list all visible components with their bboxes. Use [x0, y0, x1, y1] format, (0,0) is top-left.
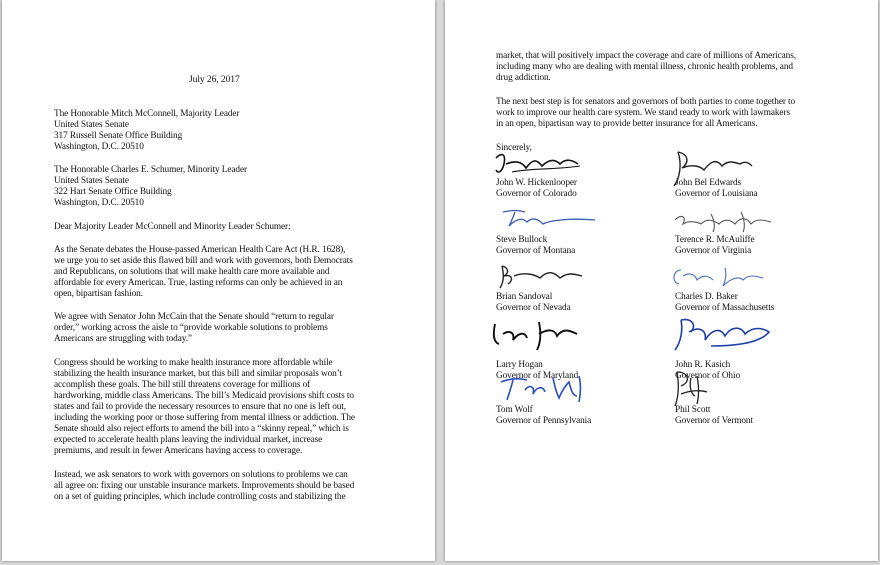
signatory-name: John W. Hickenlooper	[496, 178, 577, 188]
signatory-title: Governor of Pennsylvania	[496, 416, 592, 426]
letter-page-1	[2, 0, 435, 561]
paragraph-2-line: Americans are struggling with today.”	[54, 334, 192, 344]
salutation: Dear Majority Leader McConnell and Minority Leader Schumer:	[54, 222, 291, 232]
paragraph-1-line: As the Senate debates the House-passed American Health Care Act (H.R. 1628),	[54, 245, 346, 255]
signatory-title: Governor of Nevada	[496, 303, 571, 313]
closing: Sincerely,	[496, 143, 532, 153]
signatory-name: John Bel Edwards	[675, 178, 742, 188]
signature-hickenlooper	[492, 150, 584, 180]
signature-scott	[669, 368, 709, 410]
signatory-name: Steve Bullock	[496, 235, 548, 245]
paragraph-6-line: The next best step is for senators and governors of both parties to come together to	[496, 97, 796, 107]
paragraph-6-line: work to improve our health care system. We stand ready to work with lawmakers	[496, 108, 790, 118]
addressee-1-line: 317 Russell Senate Office Building	[54, 131, 183, 141]
addressee-1-line: The Honorable Mitch McConnell, Majority Leader	[54, 109, 240, 119]
paragraph-1-line: we urge you to set aside this flawed bill and work with governors, both Democrats	[54, 256, 353, 266]
signature-hogan	[489, 318, 581, 352]
paragraph-3-line: Congress should be working to make health insurance more affordable while	[54, 358, 333, 368]
addressee-2-line: 322 Hart Senate Office Building	[54, 187, 172, 197]
paragraph-1-line: open, bipartisan fashion.	[54, 289, 143, 299]
signatory-title: Governor of Colorado	[496, 189, 577, 199]
signature-bullock	[501, 206, 597, 230]
signatory-title: Governor of Vermont	[675, 416, 753, 426]
signatory-name: Phil Scott	[675, 405, 711, 415]
addressee-2-line: The Honorable Charles E. Schumer, Minority Leader	[54, 165, 247, 175]
paragraph-3-line: premiums, and result in fewer Americans having access to coverage.	[54, 446, 303, 456]
paragraph-4-line: Instead, we ask senators to work with governors on solutions to problems we can	[54, 470, 348, 480]
signatory-name: Tom Wolf	[496, 405, 533, 415]
signatory-name: Larry Hogan	[496, 360, 543, 370]
signature-sandoval	[494, 262, 584, 290]
paragraph-5-line: market, that will positively impact the coverage and care of millions of Americans,	[496, 51, 796, 61]
signature-mcauliffe	[671, 210, 775, 234]
letter-date: July 26, 2017	[189, 74, 240, 85]
signatory-name: Brian Sandoval	[496, 292, 553, 302]
paragraph-3-line: states and fail to provide the necessary resources to ensure that no one is left out,	[54, 402, 347, 412]
signatory-title: Governor of Louisiana	[675, 189, 758, 199]
paragraph-5-line: drug addiction.	[496, 73, 551, 83]
addressee-1-line: Washington, D.C. 20510	[54, 142, 144, 152]
paragraph-3-line: Senate should also reject efforts to amend the bill into a “skinny repeal,” which is	[54, 424, 349, 434]
signatory-title: Governor of Massachusetts	[675, 303, 775, 313]
paragraph-3-line: stabilizing the health insurance market, but this bill and similar proposals won’t	[54, 369, 343, 379]
letter-page-2	[445, 0, 878, 561]
paragraph-4-line: all agree on: fixing our unstable insurance markets. Improvements should be based	[54, 481, 355, 491]
paragraph-3-line: hardworking, middle class Americans. The bill’s Medicaid provisions shift costs to	[54, 391, 354, 401]
addressee-2-line: United States Senate	[54, 176, 129, 186]
addressee-2-line: Washington, D.C. 20510	[54, 198, 144, 208]
signature-wolf	[499, 372, 585, 406]
paragraph-2-line: We agree with Senator John McCain that the Senate should “return to regular	[54, 312, 334, 322]
paragraph-4-line: on a set of guiding principles, which include controlling costs and stabilizing the	[54, 492, 346, 502]
paragraph-3-line: expected to accelerate health plans leaving the individual market, increase	[54, 435, 323, 445]
signatory-title: Governor of Montana	[496, 246, 576, 256]
signatory-title: Governor of Ohio	[675, 371, 741, 381]
signatory-name: Charles D. Baker	[675, 292, 738, 302]
signatory-title: Governor of Virginia	[675, 246, 752, 256]
paragraph-1-line: and Republicans, on solutions that will make health care more available and	[54, 267, 330, 277]
paragraph-2-line: order,” working across the aisle to “provide workable solutions to problems	[54, 323, 328, 333]
signatory-name: Terence R. McAuliffe	[675, 235, 755, 245]
paragraph-5-line: including many who are dealing with mental illness, chronic health problems, and	[496, 62, 793, 72]
paragraph-1-line: affordable for every American. True, lasting reforms can only be achieved in an	[54, 278, 343, 288]
paragraph-3-line: accomplish these goals. The bill still threatens coverage for millions of	[54, 380, 311, 390]
paragraph-6-line: in an open, bipartisan way to provide better insurance for all Americans.	[496, 119, 758, 129]
paragraph-3-line: including the working poor or those suffering from mental illness or addiction. The	[54, 413, 355, 423]
signature-kasich	[671, 316, 773, 356]
addressee-1-line: United States Senate	[54, 120, 129, 130]
signatory-title: Governor of Maryland	[496, 371, 579, 381]
signatory-name: John R. Kasich	[675, 360, 731, 370]
signature-baker	[667, 264, 767, 290]
